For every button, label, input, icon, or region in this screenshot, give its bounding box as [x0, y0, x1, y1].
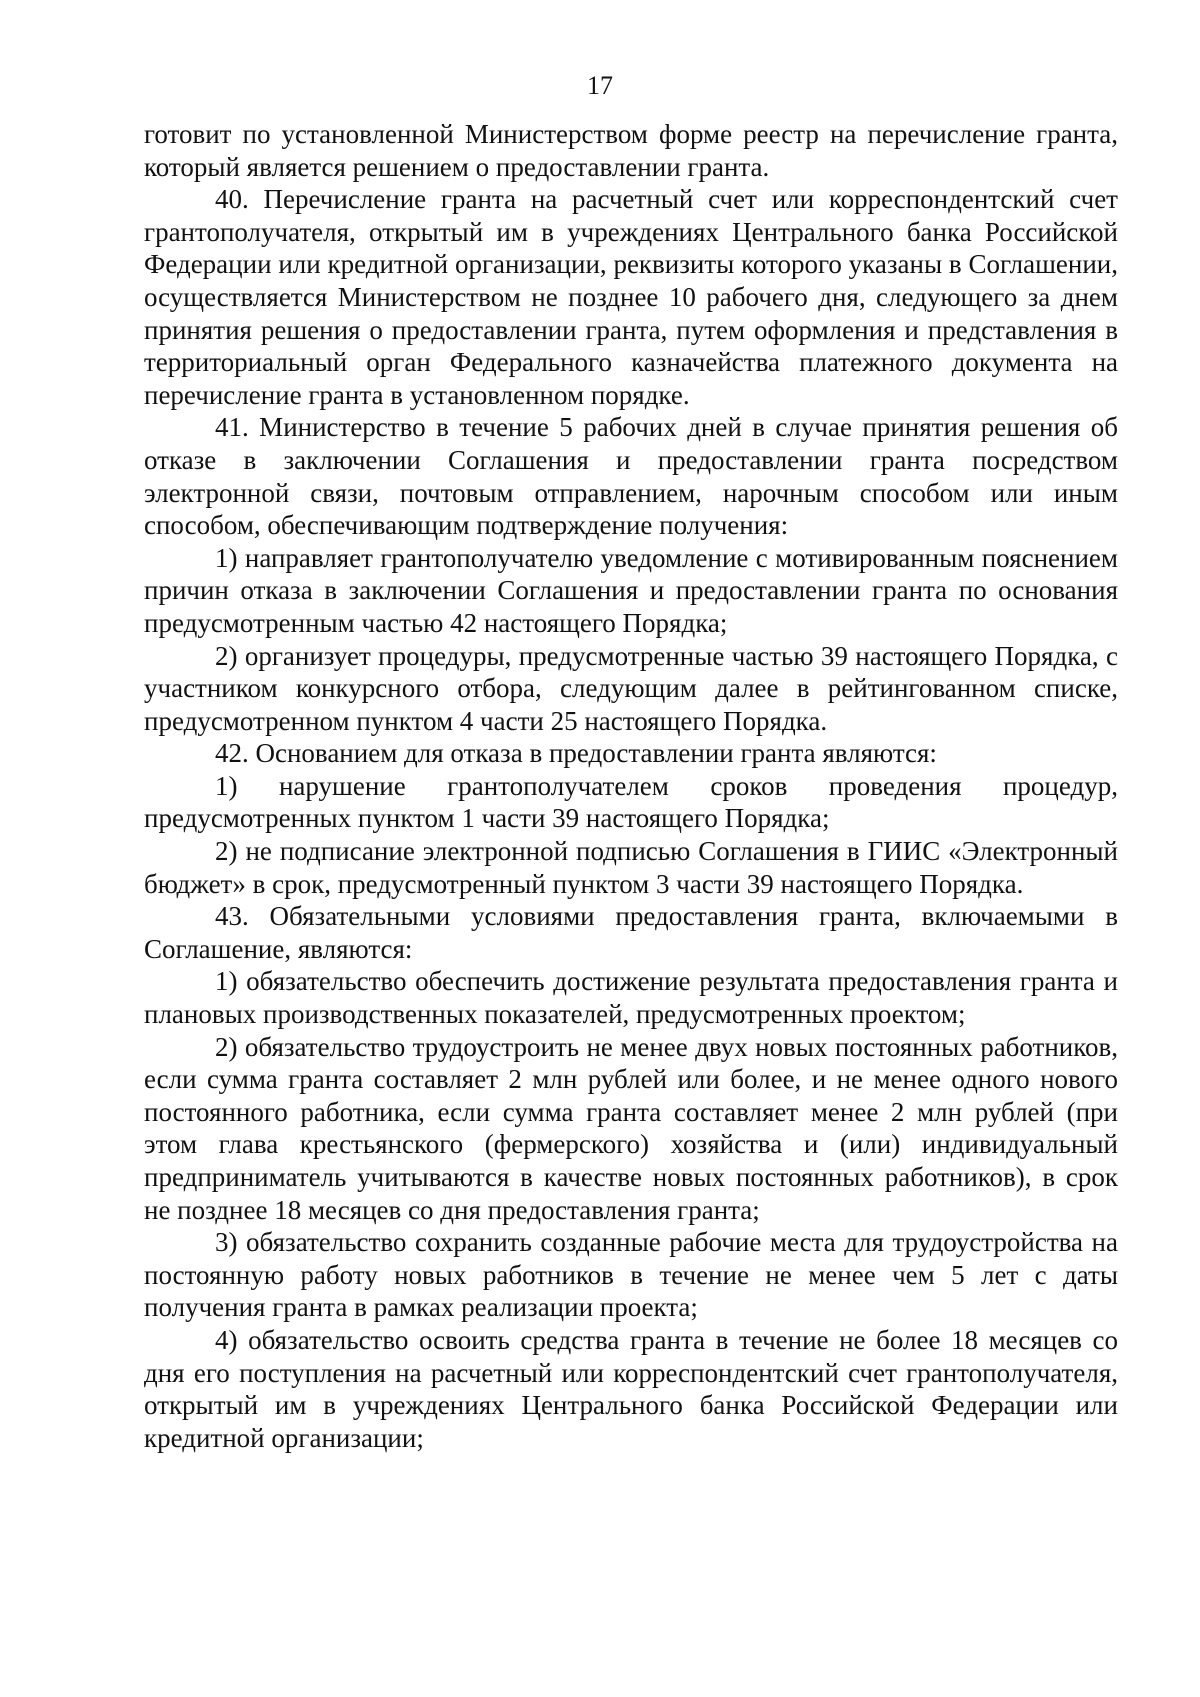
paragraph-40: 40. Перечисление гранта на расчетный счет или корреспондентский счет грантополучателя, открытый им в учреждениях Центрального банка Российской Федерации или кредитной организации, реквизиты которого указаны в Соглашении, осуществляется Министерством не позднее 10 рабочего дня, следующего за днем принятия решения о предоставлении гранта, путем оформления и представления в территориальный орган Федерального казначейства платежного документа на перечисление гранта в установленном порядке. — [144, 184, 1118, 410]
paragraph-43-item-3: 3) обязательство сохранить созданные рабочие места для трудоустройства на постоянную работу новых работников в течение не менее чем 5 лет с даты получения гранта в рамках реализации проекта; — [144, 1227, 1118, 1323]
paragraph-43-item-2: 2) обязательство трудоустроить не менее двух новых постоянных работников, если сумма гранта составляет 2 млн рублей или более, и не менее одного нового постоянного работника, если сумма гранта составляет менее 2 млн рублей (при этом глава крестьянского (фермерского) хозяйства и (или) индивидуальный предприниматель учитываются в качестве новых постоянных работников), в срок не позднее 18 месяцев со дня предоставления гранта; — [144, 1031, 1118, 1225]
paragraph-41-item-1: 1) направляет грантополучателю уведомление с мотивированным пояснением причин отказа в заключении Соглашения и предоставлении гранта по основания предусмотренным частью 42 настоящего Порядка; — [144, 542, 1118, 638]
paragraph-continuation: готовит по установленной Министерством форме реестр на перечисление гранта, который является решением о предоставлении гранта. — [144, 119, 1118, 182]
page-number: 17 — [587, 71, 613, 100]
paragraph-43-item-1: 1) обязательство обеспечить достижение результата предоставления гранта и плановых производственных показателей, предусмотренных проектом; — [144, 966, 1118, 1030]
paragraph-41: 41. Министерство в течение 5 рабочих дней в случае принятия решения об отказе в заключении Соглашения и предоставлении гранта посредством электронной связи, почтовым отправлением, нарочным способом или иным способом, обеспечивающим подтверждение получения: — [144, 412, 1118, 541]
paragraph-42: 42. Основанием для отказа в предоставлении гранта являются: — [215, 738, 937, 769]
paragraph-41-item-2: 2) организует процедуры, предусмотренные частью 39 настоящего Порядка, с участником конкурсного отбора, следующим далее в рейтингованном списке, предусмотренном пунктом 4 части 25 настоящего Порядка. — [144, 640, 1118, 736]
paragraph-43: 43. Обязательными условиями предоставления гранта, включаемыми в Соглашение, являются: — [144, 901, 1118, 964]
document-body — [144, 118, 1118, 1454]
paragraph-43-item-4: 4) обязательство освоить средства гранта в течение не более 18 месяцев со дня его поступления на расчетный или корреспондентский счет грантополучателя, открытый им в учреждениях Центрального банка Российской Федерации или кредитной организации; — [144, 1324, 1118, 1453]
paragraph-42-item-2: 2) не подписание электронной подписью Соглашения в ГИИС «Электронный бюджет» в срок, предусмотренный пунктом 3 части 39 настоящего Порядка. — [144, 836, 1118, 899]
paragraph-42-item-1: 1) нарушение грантополучателем сроков проведения процедур, предусмотренных пунктом 1 части 39 настоящего Порядка; — [144, 770, 1118, 834]
